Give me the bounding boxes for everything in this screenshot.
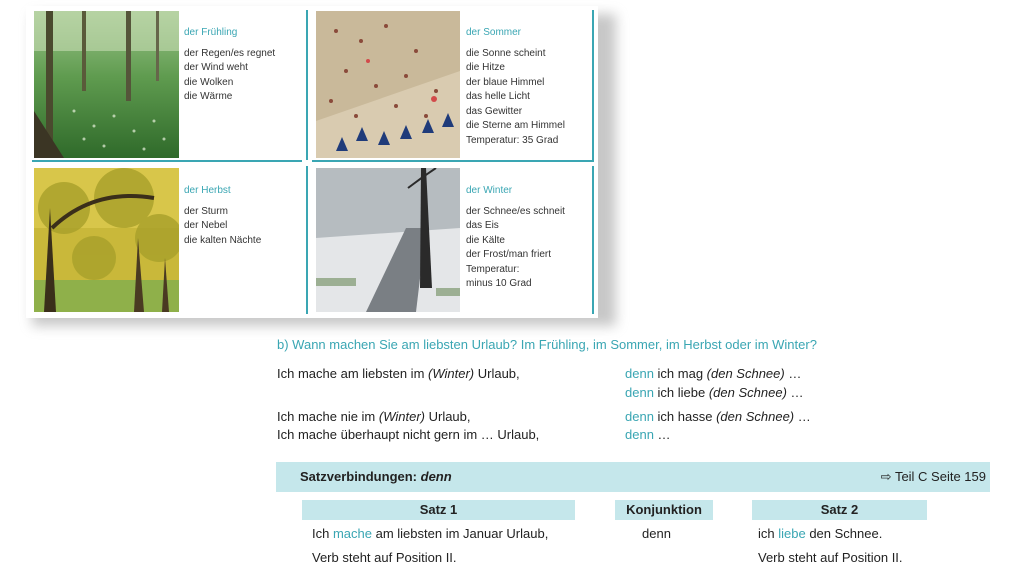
spring-photo xyxy=(34,11,179,158)
grammar-header xyxy=(276,462,990,492)
vocab-line: der Schnee/es schneit xyxy=(466,205,565,217)
grammar-box xyxy=(276,462,990,570)
vocab-line: der blaue Himmel xyxy=(466,76,545,88)
example-left-4: Ich mache überhaupt nicht gern im … Urlaub, xyxy=(277,427,540,442)
example-right-2: denn ich liebe (den Schnee) … xyxy=(625,385,804,400)
divider-line xyxy=(312,160,594,162)
vocab-line: die Wolken xyxy=(184,76,234,88)
autumn-title: der Herbst xyxy=(184,185,231,196)
vocab-line: die Wärme xyxy=(184,91,233,102)
satz2-example: ich liebe den Schnee. xyxy=(758,526,883,541)
seasons-grid xyxy=(26,6,598,318)
vocab-line: Temperatur: 35 Grad xyxy=(466,134,559,146)
vocab-line: das Gewitter xyxy=(466,105,523,117)
divider-line xyxy=(592,10,594,160)
winter-photo xyxy=(316,168,460,312)
spring-title: der Frühling xyxy=(184,27,238,38)
column-konjunktion: Konjunktion xyxy=(615,500,713,520)
column-satz1: Satz 1 xyxy=(302,500,575,520)
arrow-right-icon: ⇨ xyxy=(880,469,892,484)
vocab-line: die Sterne am Himmel xyxy=(466,120,565,131)
example-left-1: Ich mache am liebsten im (Winter) Urlaub, xyxy=(277,366,520,381)
example-right-3: denn ich hasse (den Schnee) … xyxy=(625,409,811,424)
vocab-line: Temperatur: xyxy=(466,263,520,275)
exercise-question: b) Wann machen Sie am liebsten Urlaub? Im Frühling, im Sommer, im Herbst oder im Winter? xyxy=(277,337,817,352)
winter-title: der Winter xyxy=(466,185,513,196)
example-right-4: denn … xyxy=(625,427,671,442)
page-reference: ⇨ Teil C Seite 159 xyxy=(880,469,986,484)
divider-line xyxy=(592,166,594,314)
column-satz2: Satz 2 xyxy=(752,500,927,520)
vocab-line: der Wind weht xyxy=(184,62,248,73)
satz2-note: Verb steht auf Position II. xyxy=(758,550,903,565)
vocab-line: die Hitze xyxy=(466,62,505,73)
divider-line xyxy=(306,166,308,314)
vocab-line: minus 10 Grad xyxy=(466,278,532,289)
winter-vocab xyxy=(466,184,565,292)
summer-title: der Sommer xyxy=(466,27,522,38)
vocab-line: der Sturm xyxy=(184,205,228,217)
summer-photo xyxy=(316,11,460,158)
conjunction-example: denn xyxy=(642,526,671,541)
spring-vocab xyxy=(184,26,275,105)
vocab-line: die Sonne scheint xyxy=(466,47,546,59)
satz1-example: Ich mache am liebsten im Januar Urlaub, xyxy=(312,526,549,541)
satz1-note: Verb steht auf Position II. xyxy=(312,550,457,565)
divider-line xyxy=(32,160,302,162)
divider-line xyxy=(306,10,308,160)
summer-vocab xyxy=(466,26,565,148)
vocab-line: der Frost/man friert xyxy=(466,249,552,260)
example-right-1: denn ich mag (den Schnee) … xyxy=(625,366,802,381)
vocab-line: die kalten Nächte xyxy=(184,234,262,246)
autumn-photo xyxy=(34,168,179,312)
grammar-title: Satzverbindungen: denn xyxy=(300,469,452,484)
vocab-line: die Kälte xyxy=(466,234,505,246)
vocab-line: der Nebel xyxy=(184,220,228,231)
vocab-line: der Regen/es regnet xyxy=(184,47,276,59)
vocab-line: das Eis xyxy=(466,220,499,231)
vocab-line: das helle Licht xyxy=(466,91,530,102)
autumn-vocab xyxy=(184,184,261,248)
example-left-3: Ich mache nie im (Winter) Urlaub, xyxy=(277,409,471,424)
